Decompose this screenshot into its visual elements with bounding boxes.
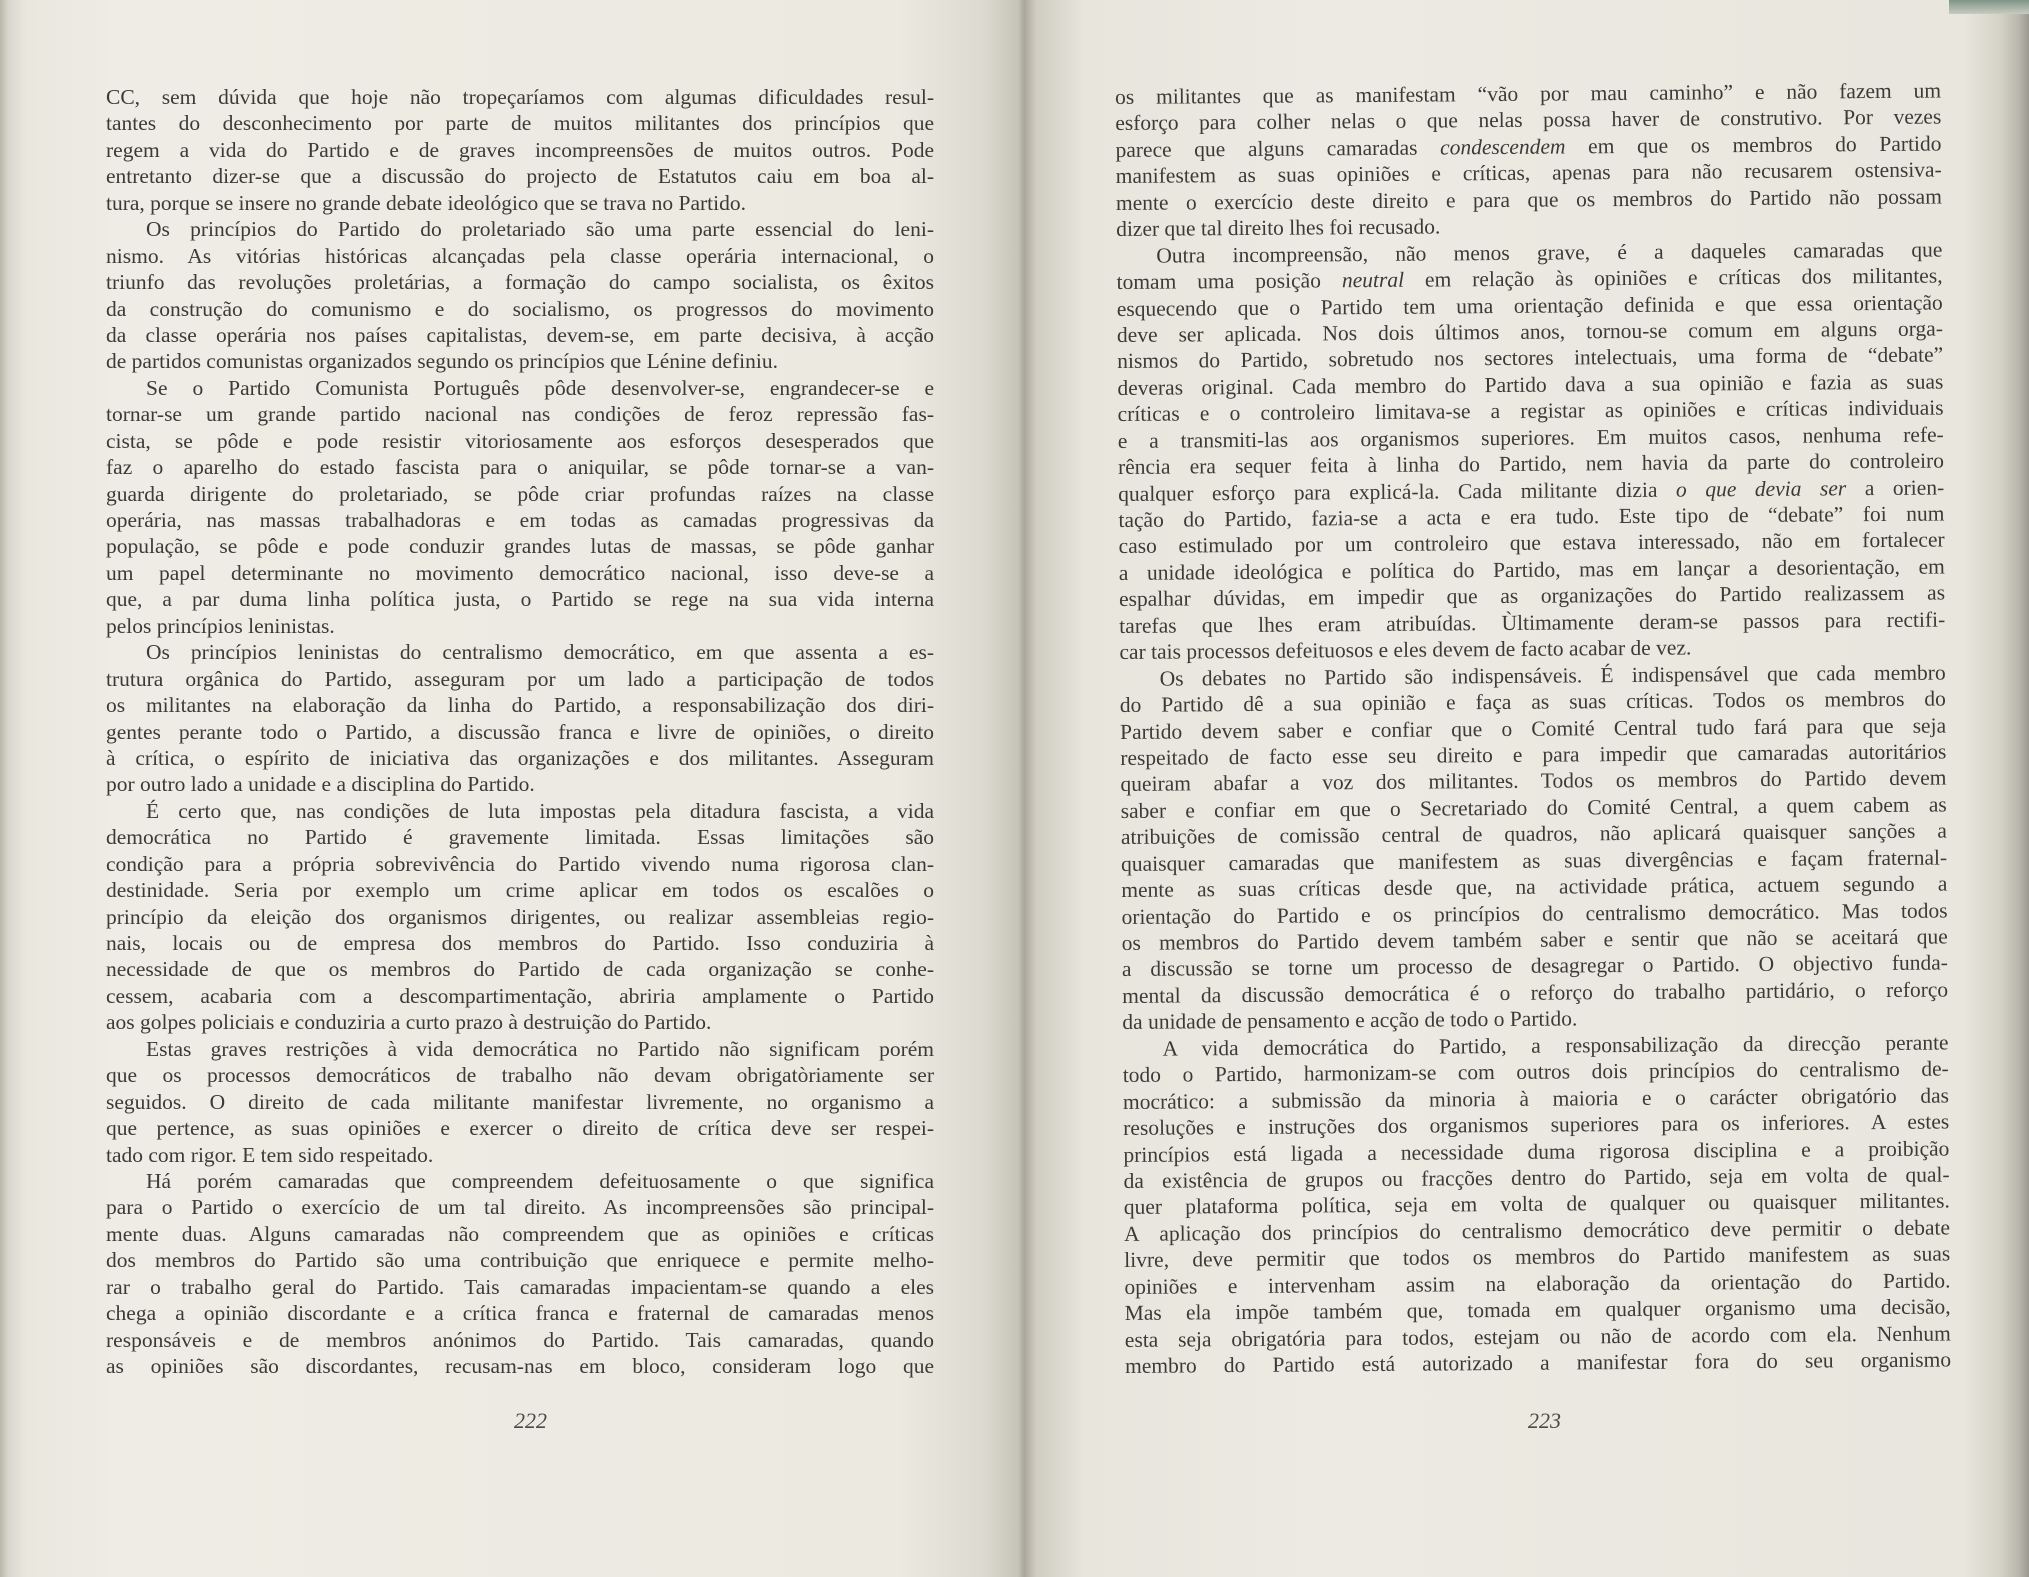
text-line: rência era sequer feita à linha do Partido, nem havia da parte do controleiro bbox=[1117, 448, 1945, 480]
text-line: gentes perante todo o Partido, a discussão franca e livre de opiniões, o direito bbox=[106, 719, 934, 744]
text-line: um papel determinante no movimento democrático nacional, isso deve-se a bbox=[106, 560, 934, 585]
text-line: rar o trabalho geral do Partido. Tais camaradas impacientam-se quando a eles bbox=[106, 1274, 934, 1299]
italic-text: o que devia ser bbox=[1675, 475, 1847, 502]
text-line: por outro lado a unidade e a disciplina do Partido. bbox=[106, 772, 535, 797]
text-line: Há porém camaradas que compreendem defeituosamente o que significa bbox=[146, 1168, 934, 1193]
text-line: tornar-se um grande partido nacional nas condições de feroz repressão fas- bbox=[106, 402, 934, 427]
text-line: Estas graves restrições à vida democrática no Partido não significam porém bbox=[146, 1036, 934, 1061]
text-line: tarefas que lhes eram atribuídas. Ùltimamente deram-se passos para rectifi- bbox=[1119, 607, 1946, 638]
text-line: destinidade. Seria por exemplo um crime aplicar em todos os escalões o bbox=[106, 878, 934, 903]
text-line: princípio da eleição dos organismos dirigentes, ou realizar assembleias regio- bbox=[106, 904, 934, 929]
text-line: atribuições de comissão central de quadros, não aplicará quaisquer sanções a bbox=[1120, 818, 1947, 850]
page-body-text bbox=[106, 84, 934, 1379]
text-line: entretanto dizer-se que a discussão do projecto de Estatutos caiu em boa al- bbox=[106, 164, 934, 189]
text-line: mente duas. Alguns camaradas não compreendem que as opiniões e críticas bbox=[106, 1221, 934, 1246]
text-line: tura, porque se insere no grande debate ideológico que se trava no Partido. bbox=[106, 190, 747, 215]
text-line: nismos do Partido, sobretudo nos sectores intelectuais, uma forma de “debate” bbox=[1117, 342, 1944, 374]
page-number: 222 bbox=[514, 1408, 547, 1433]
text-line: Mas ela impõe também que, tomada em qualquer organismo uma decisão, bbox=[1124, 1294, 1951, 1326]
text-line: que os processos democráticos de trabalho não devam obrigatòriamente ser bbox=[106, 1063, 934, 1088]
text-line: dos membros do Partido são uma contribuição que enriquece e permite melho- bbox=[106, 1248, 934, 1273]
text-line: tado com rigor. E tem sido respeitado. bbox=[106, 1142, 434, 1167]
text-line: necessidade de que os membros do Partido de cada organização se conhe- bbox=[106, 957, 934, 982]
text-line: à crítica, o espírito de iniciativa das organizações e dos militantes. Asseguram bbox=[106, 745, 934, 770]
text-line: população, se pôde e pode conduzir grandes lutas de massas, se pôde ganhar bbox=[106, 534, 934, 559]
text-line: Os princípios leninistas do centralismo democrático, em que assenta a es- bbox=[146, 640, 934, 665]
text-line: condição para a própria sobrevivência do Partido vivendo numa rigorosa clan- bbox=[106, 851, 934, 876]
text-line: membro do Partido está autorizado a manifestar fora do seu organismo bbox=[1124, 1347, 1952, 1378]
text-line: Outra incompreensão, não menos grave, é a daqueles camaradas que bbox=[1156, 237, 1943, 268]
text-line: princípios está ligada a necessidade duma rigorosa disciplina e a proibição bbox=[1123, 1135, 1950, 1167]
text-line: manifestem as suas opiniões e críticas, apenas para não recusarem ostensiva- bbox=[1115, 157, 1942, 189]
text-line: dizer que tal direito lhes foi recusado. bbox=[1116, 214, 1441, 242]
text-line: aos golpes policiais e conduziria a curto prazo à destruição do Partido. bbox=[106, 1010, 712, 1035]
text-line: e a transmiti-las aos organismos superiores. Em muitos casos, nenhuma refe- bbox=[1117, 422, 1944, 453]
italic-text: condescendem bbox=[1440, 134, 1566, 160]
text-line: que, a par duma linha política justa, o Partido se rege na sua vida interna bbox=[106, 587, 934, 612]
text-line: caso estimulado por um controleiro que estava interessado, não em fortalecer bbox=[1118, 527, 1945, 559]
text-segment: tomam uma posição bbox=[1116, 268, 1342, 295]
text-line: opiniões e intervenham assim na elaboração da orientação do Partido. bbox=[1124, 1268, 1951, 1299]
text-line: responsáveis e de membros anónimos do Partido. Tais camaradas, quando bbox=[106, 1327, 934, 1352]
text-line: seguidos. O direito de cada militante manifestar livremente, no organismo a bbox=[106, 1089, 934, 1114]
text-line: A vida democrática do Partido, a responsabilização da direcção perante bbox=[1162, 1030, 1949, 1061]
text-line: orientação do Partido e os princípios do centralismo democrático. Mas todos bbox=[1121, 898, 1948, 929]
text-line: mental da discussão democrática é o reforço do trabalho partidário, o reforço bbox=[1122, 977, 1949, 1008]
text-line: os militantes que as manifestam “vão por mau caminho” e não fazem um bbox=[1115, 78, 1942, 109]
text-line: os membros do Partido devem também saber e sentir que não se aceitará que bbox=[1121, 924, 1948, 955]
text-line: trutura orgânica do Partido, asseguram por um lado a participação de todos bbox=[106, 666, 934, 691]
text-line: resoluções e instruções dos organismos superiores para os inferiores. A estes bbox=[1123, 1109, 1950, 1141]
text-line: chega a opinião discordante e a crítica franca e fraternal de camaradas menos bbox=[106, 1301, 934, 1326]
text-line: respeitado de facto esse seu direito e para impedir que camaradas autoritários bbox=[1120, 739, 1947, 770]
text-segment: qualquer esforço para explicá-la. Cada militante dizia bbox=[1118, 477, 1677, 506]
text-line: deve ser aplicada. Nos dois últimos anos, tornou-se comum em alguns orga- bbox=[1116, 316, 1944, 347]
text-line: Os debates no Partido são indispensáveis. É indispensável que cada membro bbox=[1159, 660, 1946, 691]
text-segment: em que os membros do Partido bbox=[1565, 131, 1942, 159]
right-page bbox=[1024, 0, 2029, 1577]
text-line: CC, sem dúvida que hoje não tropeçaríamos com algumas dificuldades resul- bbox=[106, 85, 934, 109]
text-line: da unidade de pensamento e acção de todo o Partido. bbox=[1122, 1006, 1578, 1035]
text-line: que pertence, as suas opiniões e exercer o direito de crítica deve ser respei- bbox=[106, 1116, 934, 1141]
text-line: triunfo das revoluções proletárias, a formação do campo socialista, os êxitos bbox=[106, 270, 934, 295]
text-line: espalhar dúvidas, em impedir que as organizações do Partido realizassem as bbox=[1118, 580, 1946, 612]
text-line: cista, se pôde e pode resistir vitoriosamente aos esforços desesperados que bbox=[106, 428, 934, 453]
text-line: a unidade ideológica e política do Partido, mas em lançar a desorientação, em bbox=[1118, 554, 1945, 585]
text-line: guarda dirigente do proletariado, se pôde criar profundas raízes na classe bbox=[106, 481, 934, 506]
text-line: para o Partido o exercício de um tal direito. As incompreensões são principal- bbox=[106, 1195, 934, 1220]
page-edge-strip bbox=[1949, 0, 2029, 14]
text-line: Partido devem saber e confiar que o Comité Central tudo fará para que seja bbox=[1119, 712, 1947, 744]
text-line: tantes do desconhecimento por parte de muitos militantes dos princípios que bbox=[106, 111, 934, 136]
text-line: quer plataforma política, seja em volta de qualquer ou quaisquer militantes. bbox=[1123, 1188, 1950, 1220]
text-line: mocrático: a submissão da minoria à maioria e o carácter obrigatório das bbox=[1122, 1083, 1950, 1114]
text-line: pelos princípios leninistas. bbox=[106, 613, 335, 638]
text-line: A aplicação dos princípios do centralismo democrático deve permitir o debate bbox=[1123, 1215, 1951, 1246]
text-line: É certo que, nas condições de luta impostas pela ditadura fascista, a vida bbox=[146, 798, 934, 823]
text-line: esforço para colher nelas o que nelas possa haver de construtivo. Por vezes bbox=[1115, 104, 1942, 136]
text-line: do Partido dê a sua opinião e faça as suas críticas. Todos os membros do bbox=[1119, 686, 1946, 718]
text-line: deveras original. Cada membro do Partido dava a sua opinião e fazia as suas bbox=[1117, 369, 1944, 400]
text-line: a discussão se torne um processo de desagregar o Partido. O objectivo funda- bbox=[1121, 950, 1949, 982]
text-line: da classe operária nos países capitalistas, devem-se, em parte decisiva, à acção bbox=[106, 322, 934, 347]
text-line: os militantes na elaboração da linha do Partido, a responsabilização dos diri- bbox=[106, 693, 934, 718]
text-line: cessem, acabaria com a descompartimentação, abriria amplamente o Partido bbox=[106, 983, 934, 1008]
text-line: nais, locais ou de empresa dos membros do Partido. Isso conduziria à bbox=[106, 931, 934, 955]
text-line: regem a vida do Partido e de graves incompreensões de muitos outros. Pode bbox=[106, 137, 934, 162]
text-line: esta seja obrigatória para todos, estejam ou não de acordo com ela. Nenhum bbox=[1124, 1321, 1951, 1352]
page-number: 223 bbox=[1528, 1408, 1561, 1433]
text-line: de partidos comunistas organizados segundo os princípios que Lénine definiu. bbox=[106, 349, 778, 374]
text-line: queiram abafar a voz dos militantes. Todos os membros do Partido devem bbox=[1120, 765, 1947, 797]
text-line: livre, deve permitir que todos os membros do Partido manifestem as suas bbox=[1124, 1241, 1951, 1273]
text-line: críticas e o controleiro limitava-se a registar as opiniões e críticas individuais bbox=[1117, 395, 1944, 427]
text-segment: a orien- bbox=[1846, 475, 1945, 500]
text-line: Se o Partido Comunista Português pôde desenvolver-se, engrandecer-se e bbox=[146, 375, 934, 400]
text-line: todo o Partido, harmonizam-se com outros dois princípios do centralismo de- bbox=[1122, 1056, 1949, 1088]
text-line: nismo. As vitórias históricas alcançadas pela classe operária internacional, o bbox=[106, 243, 934, 268]
text-segment: em relação às opiniões e críticas dos militantes, bbox=[1403, 263, 1943, 292]
italic-text: neutral bbox=[1341, 267, 1405, 293]
text-line: tação do Partido, fazia-se a acta e era tudo. Este tipo de “debate” foi num bbox=[1118, 501, 1945, 532]
text-line: car tais processos defeituosos e eles devem de facto acabar de vez. bbox=[1119, 635, 1692, 665]
text-line: as opiniões são discordantes, recusam-nas em bloco, consideram logo que bbox=[106, 1354, 934, 1378]
text-line: da existência de grupos ou fracções dentro do Partido, seja em volta de qual- bbox=[1123, 1162, 1950, 1193]
text-line: faz o aparelho do estado fascista para o aniquilar, se pôde tornar-se a van- bbox=[106, 455, 934, 480]
text-segment: parece que alguns camaradas bbox=[1115, 135, 1441, 162]
text-line: saber e confiar em que o Secretariado do Comité Central, a quem cabem as bbox=[1120, 792, 1947, 823]
page-body-text bbox=[1115, 78, 1951, 1380]
text-line: operária, nas massas trabalhadoras e em todas as camadas progressivas da bbox=[106, 508, 934, 532]
text-line: esquecendo que o Partido tem uma orientação definida e que essa orientação bbox=[1116, 290, 1943, 321]
text-line: Os princípios do Partido do proletariado são uma parte essencial do leni- bbox=[146, 217, 934, 242]
text-line: mente o exercício deste direito e para que os membros do Partido não possam bbox=[1115, 184, 1943, 215]
text-line: democrática no Partido é gravemente limitada. Essas limitações são bbox=[106, 825, 934, 850]
text-line: quaisquer camaradas que manifestem as suas divergências e façam fraternal- bbox=[1121, 845, 1948, 876]
text-line: mente as suas críticas desde que, na actividade prática, actuem segundo a bbox=[1121, 871, 1948, 903]
text-line: da construção do comunismo e do socialismo, os progressos do movimento bbox=[106, 296, 934, 321]
